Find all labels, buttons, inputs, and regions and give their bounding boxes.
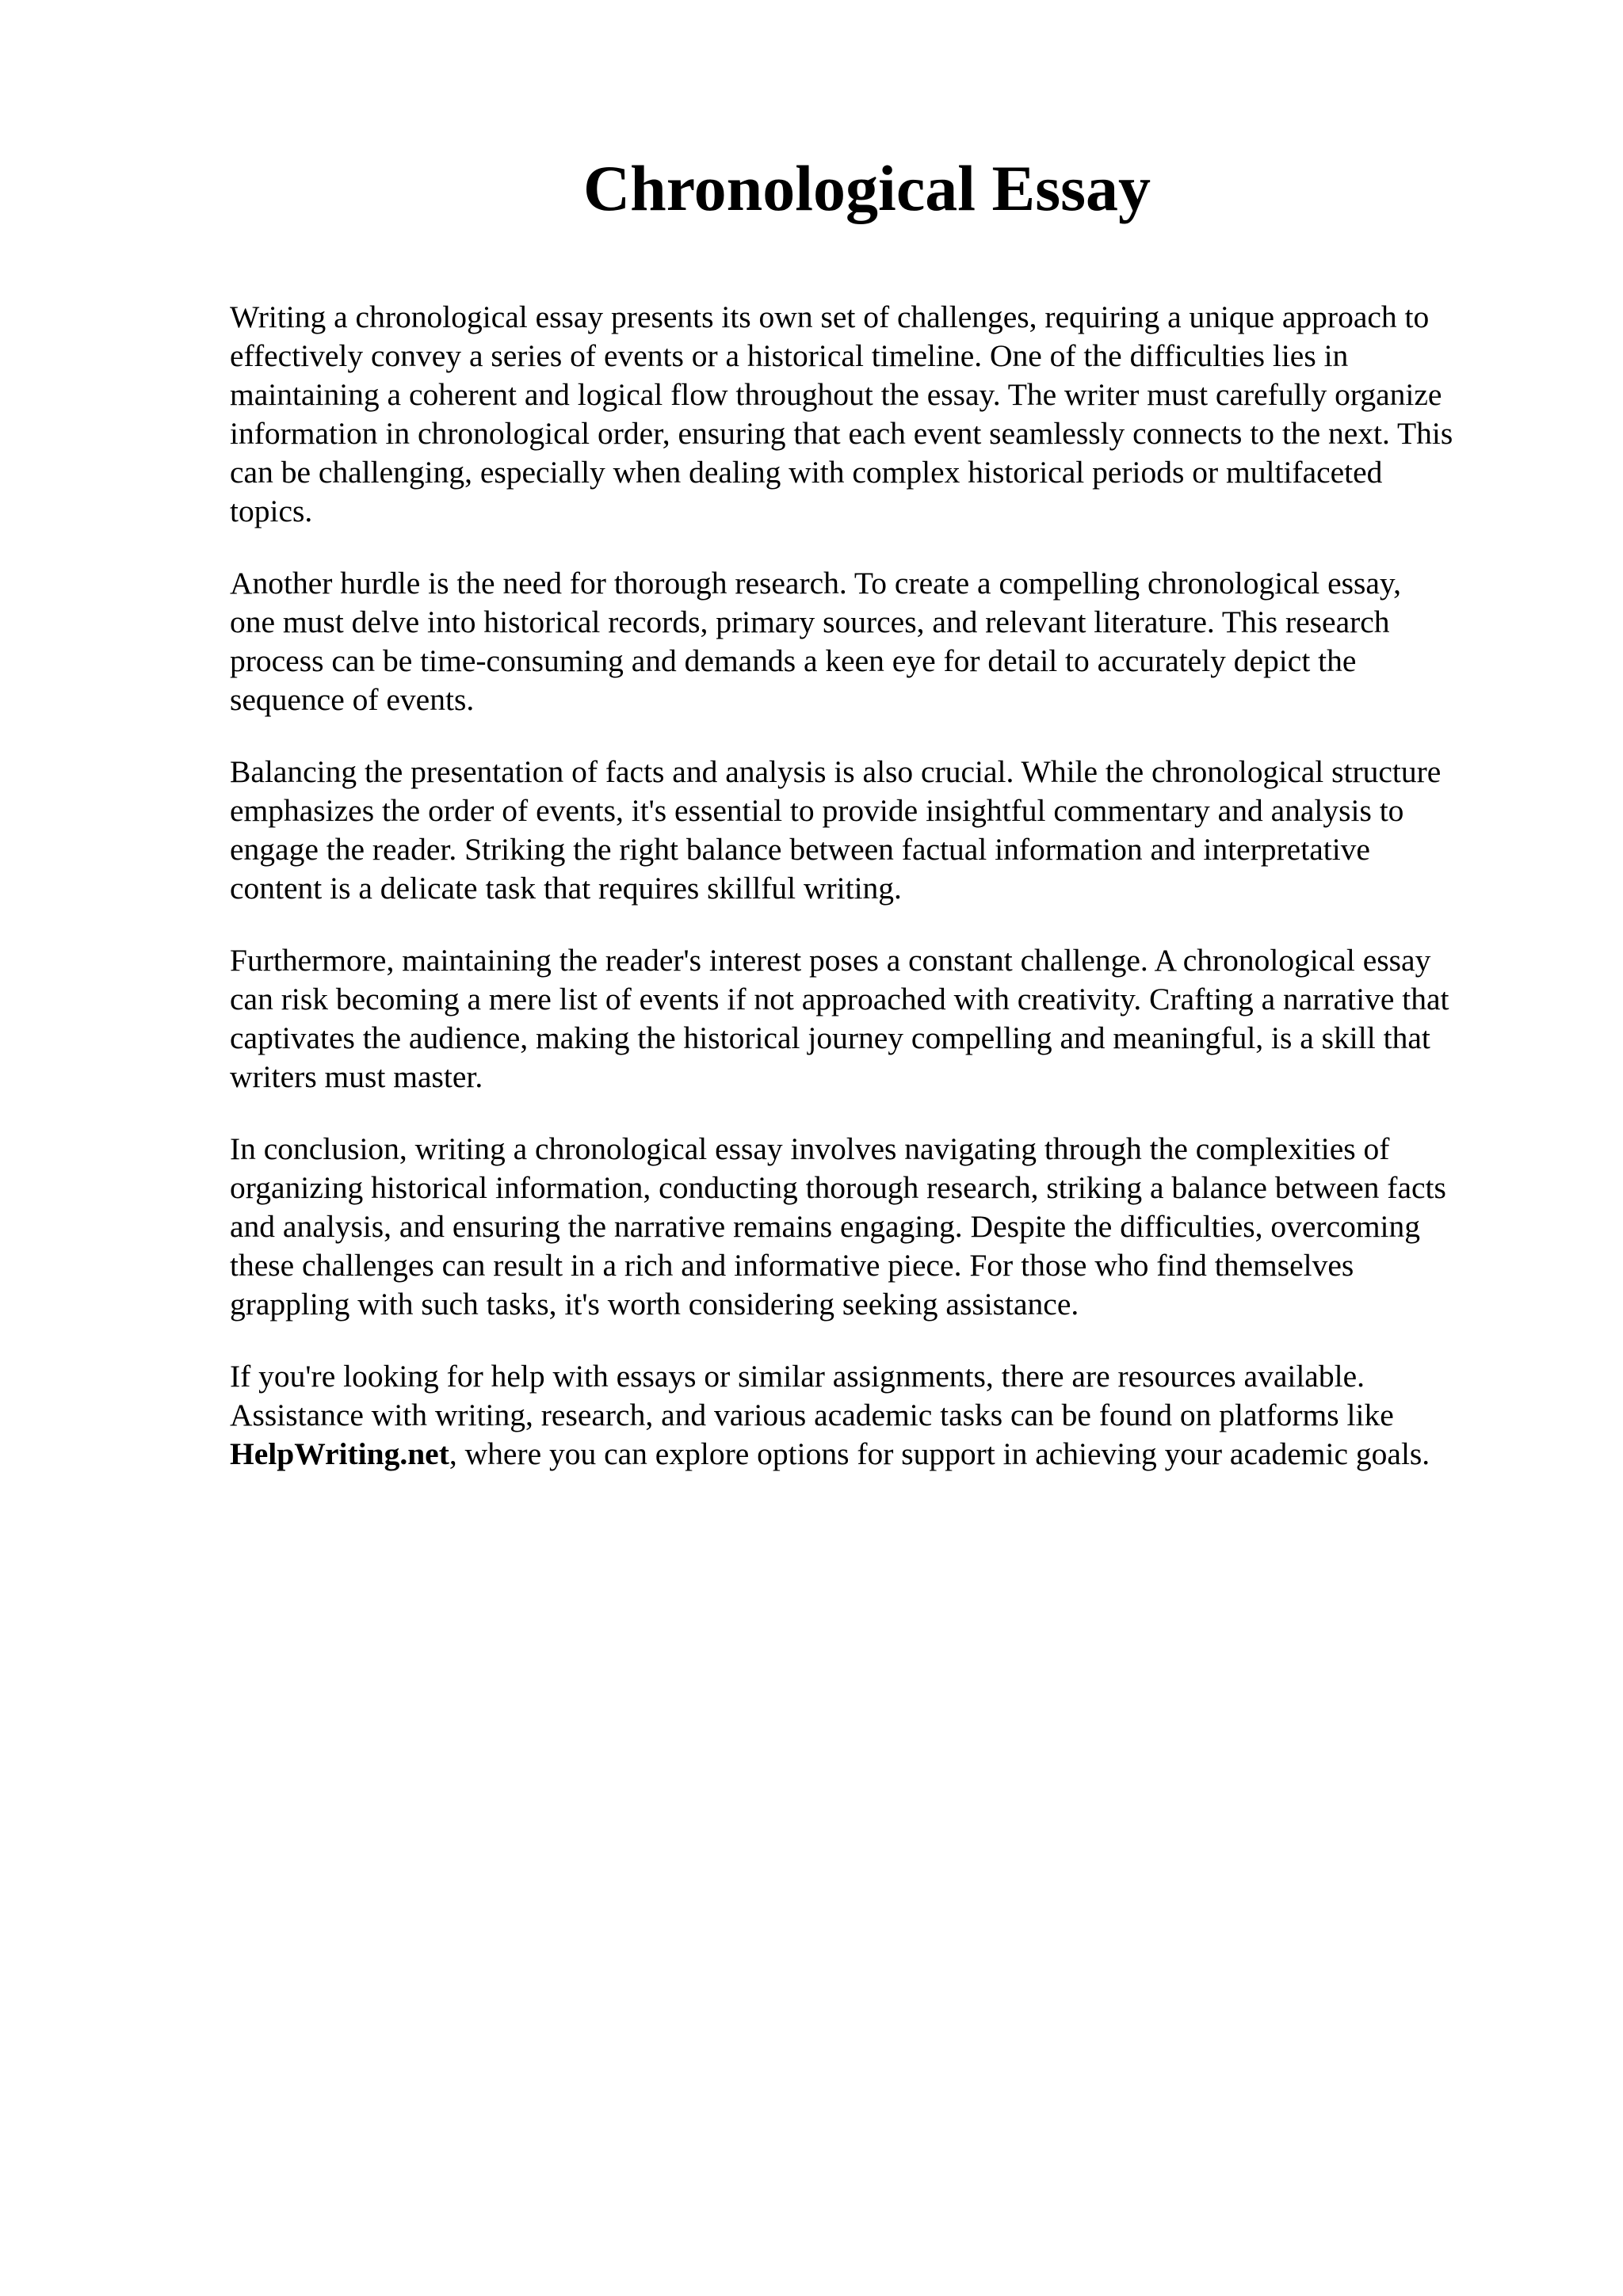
paragraph-line: emphasizes the order of events, it's essential to provide insightful commentary and analysis to [230, 793, 1404, 828]
paragraph-line: process can be time-consuming and demands a keen eye for detail to accurately depict the [230, 643, 1357, 678]
paragraph-line: can risk becoming a mere list of events if not approached with creativity. Crafting a narrative that [230, 982, 1449, 1016]
paragraph-line: topics. [230, 494, 313, 528]
closing-line-tail: , where you can explore options for support in achieving your academic goals. [449, 1436, 1430, 1471]
paragraph-line: and analysis, and ensuring the narrative remains engaging. Despite the difficulties, overcoming [230, 1209, 1421, 1244]
paragraph-line: Writing a chronological essay presents its own set of challenges, requiring a unique approach to [230, 299, 1430, 334]
paragraph-line: one must delve into historical records, primary sources, and relevant literature. This research [230, 605, 1390, 639]
paragraph-1 [230, 298, 1529, 531]
paragraph-line: Assistance with writing, research, and various academic tasks can be found on platforms like [230, 1398, 1394, 1432]
paragraph-line: maintaining a coherent and logical flow throughout the essay. The writer must carefully organize [230, 377, 1442, 412]
paragraph-line: In conclusion, writing a chronological essay involves navigating through the complexities of [230, 1131, 1390, 1166]
closing-paragraph [230, 1357, 1529, 1474]
paragraph-line: information in chronological order, ensuring that each event seamlessly connects to the next. This [230, 416, 1453, 451]
helpwriting-link[interactable]: HelpWriting.net [230, 1436, 449, 1471]
paragraph-line: organizing historical information, conducting thorough research, striking a balance between facts [230, 1170, 1446, 1205]
paragraph-line: captivates the audience, making the historical journey compelling and meaningful, is a skill that [230, 1020, 1430, 1055]
paragraph-3 [230, 753, 1529, 908]
paragraph-line: content is a delicate task that requires skillful writing. [230, 871, 902, 906]
paragraph-line: If you're looking for help with essays or similar assignments, there are resources available. [230, 1359, 1365, 1394]
paragraph-line: effectively convey a series of events or a historical timeline. One of the difficulties lies in [230, 338, 1349, 373]
paragraph-line: Balancing the presentation of facts and analysis is also crucial. While the chronological structure [230, 754, 1442, 789]
paragraph-line-with-link [230, 1435, 1529, 1474]
document-body [230, 298, 1529, 1507]
paragraph-line: can be challenging, especially when dealing with complex historical periods or multifaceted [230, 455, 1383, 490]
paragraph-line: engage the reader. Striking the right balance between factual information and interpretative [230, 832, 1370, 867]
paragraph-4 [230, 941, 1529, 1097]
paragraph-line: Another hurdle is the need for thorough research. To create a compelling chronological essay, [230, 566, 1401, 601]
paragraph-2 [230, 564, 1529, 719]
paragraph-line: Furthermore, maintaining the reader's interest poses a constant challenge. A chronological essay [230, 943, 1431, 978]
paragraph-line: these challenges can result in a rich and informative piece. For those who find themselves [230, 1248, 1354, 1283]
paragraph-line: grappling with such tasks, it's worth considering seeking assistance. [230, 1287, 1079, 1322]
paragraph-5 [230, 1130, 1529, 1324]
paragraph-line: sequence of events. [230, 682, 475, 717]
document-title: Chronological Essay [582, 152, 1151, 224]
paragraph-line: writers must master. [230, 1059, 483, 1094]
